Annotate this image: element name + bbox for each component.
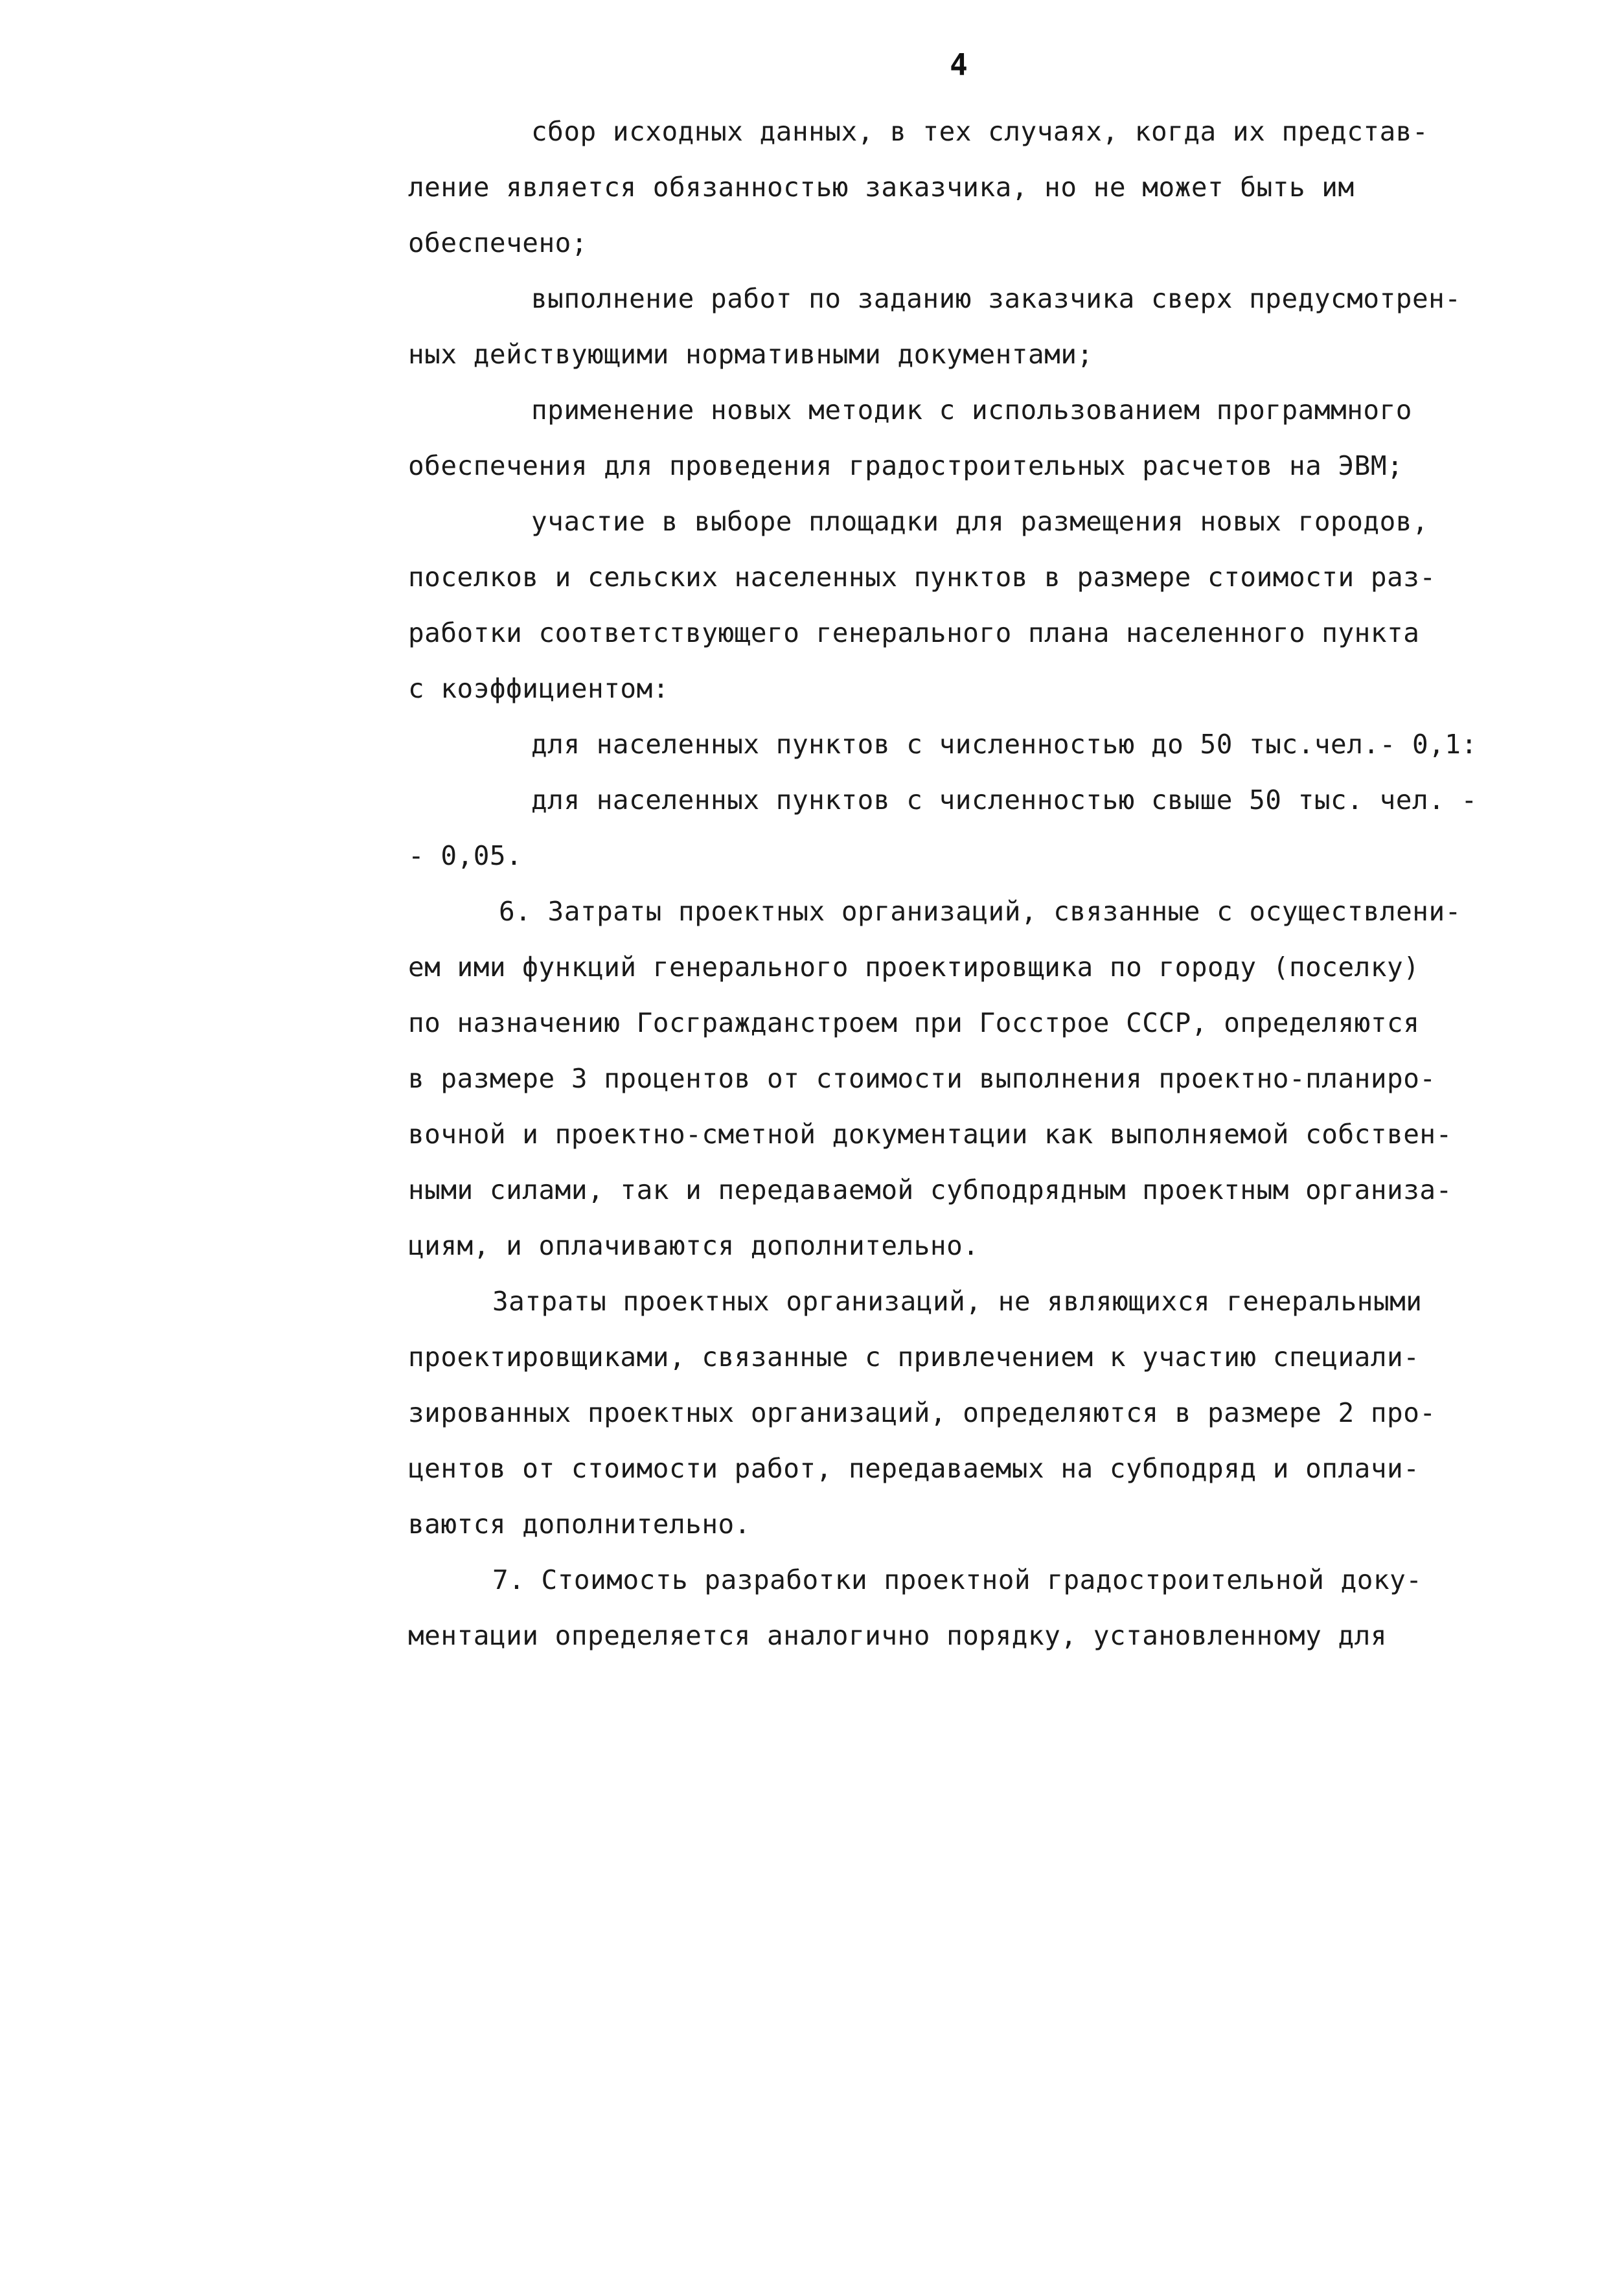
text-line: ных действующими нормативными документами; (408, 339, 1093, 370)
text-line: вочной и проектно-сметной документации как выполняемой собствен- (408, 1119, 1452, 1150)
text-line: ными силами, так и передаваемой субподрядным проектным организа- (408, 1174, 1452, 1205)
text-line: с коэффициентом: (408, 673, 669, 704)
text-line: ление является обязанностью заказчика, но не может быть им (408, 172, 1355, 203)
page-number: 4 (950, 47, 968, 82)
text-line: обеспечено; (408, 227, 588, 258)
text-line: центов от стоимости работ, передаваемых на субподряд и оплачи- (408, 1453, 1420, 1484)
text-line: 6. Затраты проектных организаций, связанные с осуществлени- (499, 896, 1461, 927)
text-line: в размере 3 процентов от стоимости выполнения проектно-планиро- (408, 1063, 1436, 1094)
text-line: сбор исходных данных, в тех случаях, когда их представ- (531, 116, 1429, 147)
body-text (408, 104, 1548, 1663)
text-line: ем ими функций генерального проектировщика по городу (поселку) (408, 952, 1420, 983)
text-line: участие в выборе площадки для размещения новых городов, (531, 506, 1429, 537)
text-line: по назначению Госгражданстроем при Госстрое СССР, определяются (408, 1007, 1420, 1038)
text-line: поселков и сельских населенных пунктов в размере стоимости раз- (408, 562, 1436, 593)
text-line: выполнение работ по заданию заказчика сверх предусмотрен- (531, 283, 1461, 314)
text-line: для населенных пунктов с численностью до 50 тыс.чел.- 0,1: (531, 729, 1478, 760)
text-line: применение новых методик с использованием программного (531, 394, 1412, 426)
text-line: ваются дополнительно. (408, 1509, 751, 1540)
text-line: ментации определяется аналогично порядку, установленному для (408, 1620, 1388, 1651)
text-line: циям, и оплачиваются дополнительно. (408, 1230, 979, 1261)
text-line: Затраты проектных организаций, не являющихся генеральными (492, 1286, 1423, 1317)
text-line: проектировщиками, связанные с привлечением к участию специали- (408, 1342, 1420, 1373)
text-line: 7. Стоимость разработки проектной градостроительной доку- (492, 1564, 1423, 1595)
text-line: - 0,05. (408, 840, 523, 871)
text-line: для населенных пунктов с численностью свыше 50 тыс. чел. - (531, 784, 1478, 816)
text-line: обеспечения для проведения градостроительных расчетов на ЭВМ; (408, 450, 1404, 481)
text-line: работки соответствующего генерального плана населенного пункта (408, 617, 1420, 648)
text-line: зированных проектных организаций, определяются в размере 2 про- (408, 1397, 1436, 1428)
